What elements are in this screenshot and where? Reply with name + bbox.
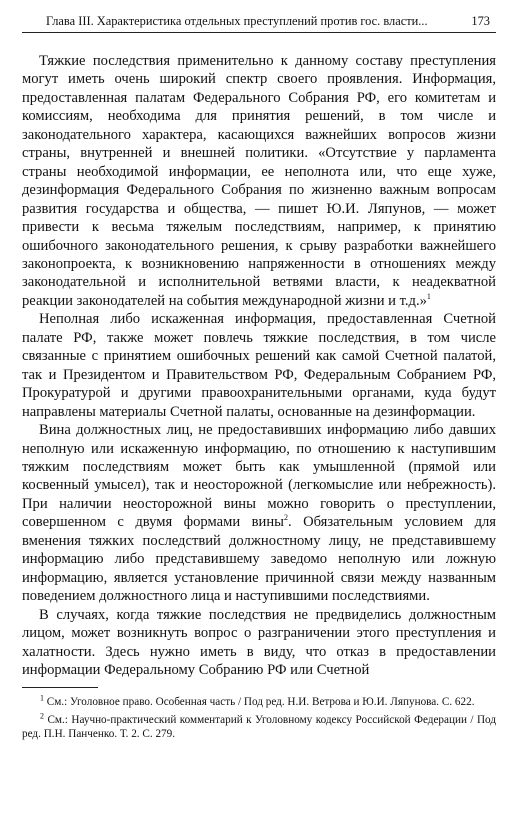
footnote-mark: 1 (40, 693, 44, 703)
footnote (22, 695, 496, 710)
footnote (22, 713, 496, 742)
paragraph (22, 310, 496, 421)
paragraph-text: В случаях, когда тяжкие последствия не предвиделись должностным лицом, может возникнуть вопрос о разграничении этого преступления и халатности. Здесь нужно иметь в виду, что отказ в предоставлении информации Федеральному Собранию РФ или Счетной (22, 606, 496, 678)
main-text (22, 52, 496, 679)
paragraph (22, 52, 496, 310)
paragraph-text: Неполная либо искаженная информация, предоставленная Счетной палате РФ, также может повлечь тяжкие последствия, в том числе связанные с принятием ошибочных решений как самой Счетной палатой, так и Президентом и Правительством РФ, Федеральным Собранием РФ, Прокуратурой и другими правоохранительными органами, куда будут направлены материалы Счетной палаты, основанные на дезинформации. (22, 311, 496, 420)
footnote-text: См.: Уголовное право. Особенная часть / Под ред. Н.И. Ветрова и Ю.И. Ляпунова. С. 622. (46, 696, 475, 709)
paragraph-text: Вина должностных лиц, не предоставивших информацию либо давших неполную или искаженную информацию, по отношению к наступившим тяжким последствиям может быть как умышленной (прямой или косвенный умысел), так и неосторожной (легкомыслие или небрежность). При наличии неосторожной вины можно говорить о преступлении, совершенном с двумя формами вины (22, 422, 496, 531)
paragraph-text-continued: . Обязательным условием для вменения тяжких последствий должностному лицу, не представившему информацию либо представившему заведомо неполную или ложную информацию, является установление причинной связи между названным поведением должностного лица и наступившими последствиями. (22, 514, 496, 605)
running-title: Глава III. Характеристика отдельных преступлений против гос. власти... (46, 14, 428, 28)
footnotes (22, 695, 496, 742)
paragraph-text: Тяжкие последствия применительно к данному составу преступления могут иметь очень широкий спектр своего проявления. Информация, предоставленная палатам Федерального Собрания РФ, его комитетам и комиссиям, необходима для принятия решений, в том числе и законодательного характера, касающихся важнейших вопросов жизни страны, внутренней и внешней политики. «Отсутствие у парламента страны необходимой информации, ее неполнота или, что еще хуже, дезинформация Федерального Собрания по жизненно важным вопросам развития государства и общества, — пишет Ю.И. Ляпунов, — может привести к весьма тяжелым последствиям, например, к принятию ошибочного законодательного решения, к срыву разработки важнейшего законопроекта, к возникновению напряженности в отношениях между законодательной и исполнительной ветвями власти, к неадекватной реакции законодателей на события международной жизни и т.д.» (22, 53, 496, 309)
page-number: 173 (471, 14, 490, 28)
running-header (22, 14, 496, 33)
footnote-mark: 2 (40, 711, 44, 721)
footnote-ref: 1 (426, 292, 431, 302)
paragraph (22, 421, 496, 606)
footnote-divider (22, 687, 98, 688)
footnote-text: См.: Научно-практический комментарий к Уголовному кодексу Российской Федерации / Под ред. П.Н. Панченко. Т. 2. С. 279. (22, 713, 497, 741)
footnote-ref: 2 (283, 513, 288, 523)
paragraph (22, 606, 496, 680)
